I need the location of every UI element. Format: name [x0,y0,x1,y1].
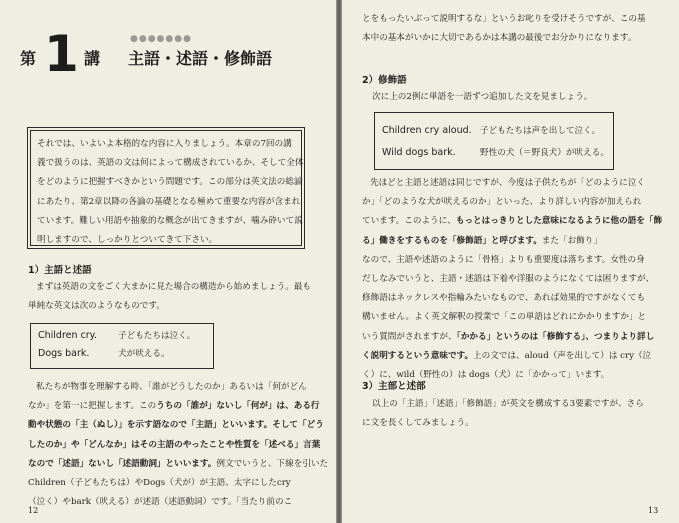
chapter-number: 1 [44,25,79,83]
body-line: だしなみでいうと、主語・述語は下着や洋服のようになくては困りますが、 [362,274,655,285]
body-line: なので、主語や述語のように「骨格」よりも重要度は落ちます。女性の身 [362,254,645,265]
section1-intro-line: まずは英語の文をごく大まかに見た場合の構造から始めましょう。最も [36,282,312,292]
section2-intro-line: 次に上の2例に単語を一語ずつ追加した文を見ましょう。 [372,92,593,102]
intro-line: にあたり、第2章以降の各論の基礎となる極めて重要な内容が含まれ [37,196,301,207]
section3-line: 以上の「主語」「述語」「修飾語」が英文を構成する3要素ですが、さら [372,399,644,409]
intro-line: をどのように把握すべきかという問題です。この部分は英文法の総論 [37,177,303,188]
body-line-part: ています。このように、 [362,216,456,227]
chapter-suffix: 講 [84,49,101,68]
chapter-prefix: 第 [20,49,37,68]
intro-line: それでは、いよいよ本格的な内容に入りましょう。本章の7回の講 [37,139,292,149]
example-japanese: 野性の犬（＝野良犬）が吠える。 [480,148,609,158]
continued-line: とをもったいぶって説明するな」というお叱りを受けそうですが、この基 [362,14,646,24]
body-line: Children（子どもたちは）やDogs（犬が）が主語、太字にしたcry [28,478,291,489]
body-line: （泣く）やbark（吠える）が述語（述語動詞）です。「当たり前のこ [28,497,293,508]
body-line: 先ほどと主語と述語は同じですが、今度は子供たちが「どのように泣く [370,178,646,188]
example-row [38,327,206,345]
right-page [342,0,679,523]
left-page [0,0,336,523]
body-line-bold: く説明するという意味です。 [362,350,474,361]
body-line-bold: る」働きをするものを「修飾語」と呼びます。 [362,235,542,246]
intro-line: 義で扱うのは、英語の文は何によって構成されているか、そして全体 [37,158,304,169]
chapter-title: 主語・述語・修飾語 [128,49,273,68]
body-line-bold: うちの「誰が」ないし「何が」は、ある行 [156,401,320,412]
body-line: か」「どのような犬が吠えるのか」といった、より詳しい内容が加えられ [362,197,642,208]
body-line: 私たちが物事を理解する時、「誰がどうしたのか」あるいは「何がどん [36,382,307,392]
body-text [362,174,662,385]
body-line: く）に、wild（野性の）は dogs（犬）に「かかって」います。 [362,370,610,381]
continued-line: 本中の基本がいかに大切であるかは本講の最後でお分かりになります。 [362,33,637,43]
body-line-part: 例文でいうと、下線を引いた [216,458,329,469]
body-line-bold: 動や状態の「主（ぬし）」を示す語なので「主語」といいます。そして「どう [28,420,324,431]
body-text [28,378,328,512]
section-heading-subject-part: 3）主部と述部 [362,381,426,392]
example-box [30,323,214,369]
body-line: 修飾語はネックレスや指輪みたいなもので、あれば効果的ですがなくても [362,293,646,304]
section-heading-subject-predicate: 1）主語と述語 [28,265,92,276]
page-number-right: 13 [648,506,659,515]
example-japanese: 子どもたちは声を出して泣く。 [480,126,601,136]
example-row [382,119,606,143]
intro-line: ています。難しい用語や抽象的な概念が出てきますが、噛み砕いて説 [37,215,303,226]
example-box [374,112,614,170]
title-dots-ornament: ●●●●●●● [130,34,192,44]
body-line [362,212,662,231]
body-line-part: 上の文では、aloud（声を出して）は cry（泣 [473,350,652,361]
body-line-part: いう質問がされますが、 [362,331,457,342]
body-line [28,455,328,474]
intro-line: 明しますので、しっかりとついてきて下さい。 [37,235,218,246]
example-row [38,345,206,363]
body-line: 構いません。よく英文解釈の授業で「この単語はどれにかかりますか」と [362,312,647,323]
body-line-part: また「お飾り」 [541,235,602,246]
intro-box [30,130,302,246]
page-number-left: 12 [28,506,39,515]
body-line-bold: なので「述語」ないし「述語動詞」といいます。 [28,458,217,469]
body-line [362,328,662,347]
example-japanese: 犬が吠える。 [118,349,170,359]
section-heading-modifier: 2）修飾語 [362,75,407,86]
section1-intro-line: 単純な英文は次のようなものです。 [28,301,165,311]
example-english: Children cry. [38,330,97,341]
example-row [382,143,609,163]
body-line-bold: したのか」や「どんなか」はその主語のやったことや性質を「述べる」言葉 [28,439,321,450]
body-line [28,397,328,416]
section3-line: に文を長くしてみましょう。 [362,418,474,428]
example-japanese: 子どもたちは泣く。 [118,331,196,341]
body-line-part: なか」を第一に把握します。この [28,401,157,412]
body-line [362,232,662,251]
example-english: Dogs bark. [38,348,90,359]
example-english: Children cry aloud. [382,125,472,136]
example-english: Wild dogs bark. [382,147,456,158]
body-line-bold: 「かかる」というのは「修飾する」、つまりより詳し [456,331,655,342]
body-line [362,347,662,366]
body-line-bold: もっとはっきりとした意味になるように他の語を「飾 [455,216,663,227]
